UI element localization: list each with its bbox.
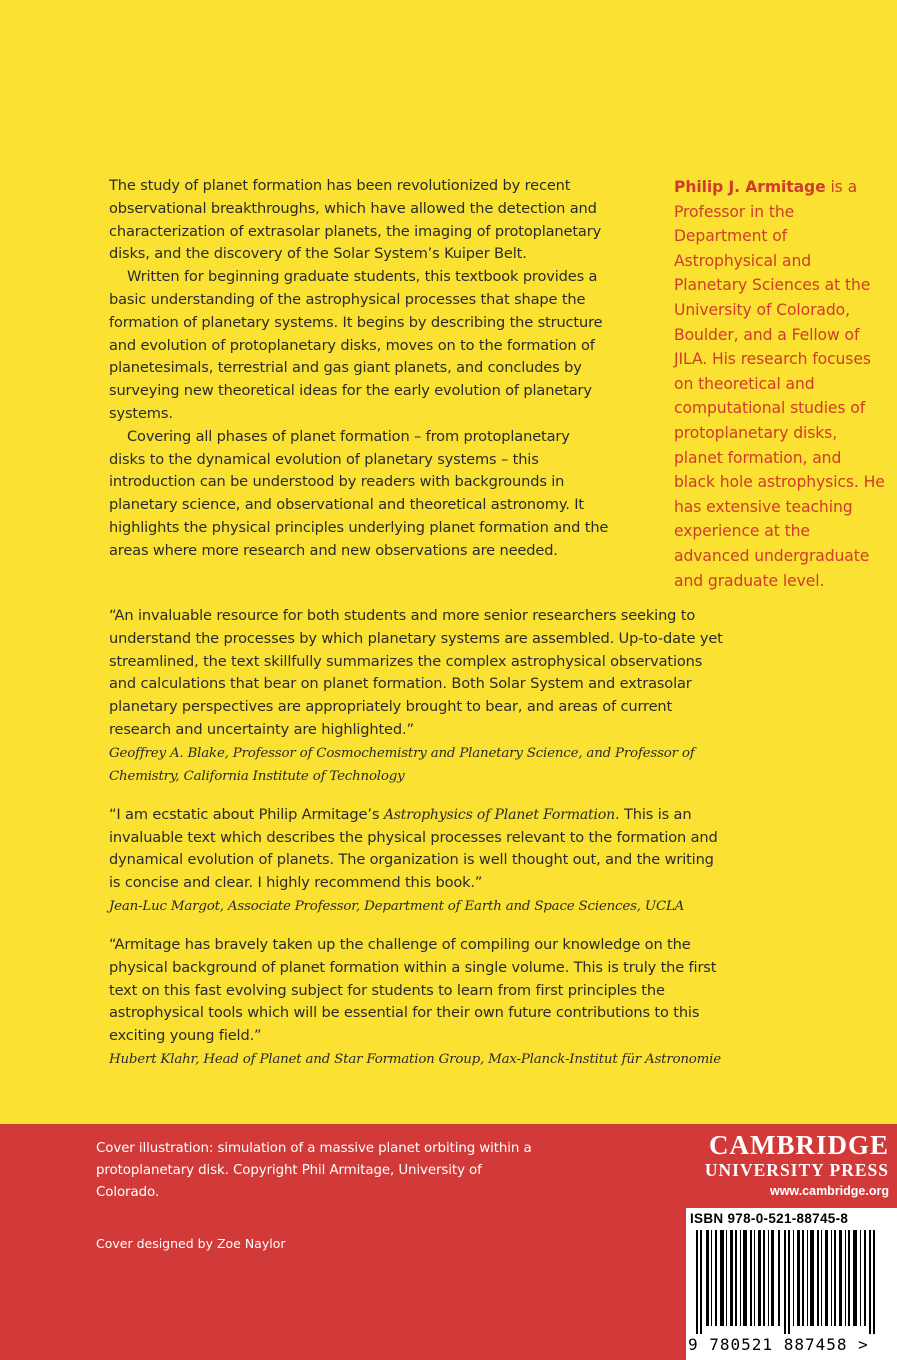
author-name: Philip J. Armitage [674,178,826,196]
publisher-subname: UNIVERSITY PRESS [704,1160,889,1180]
publisher-logo [705,1130,889,1198]
endorsement-1 [109,605,729,788]
endorsement-attribution: Jean-Luc Margot, Associate Professor, Department of Earth and Space Sciences, UCLA [109,898,685,914]
barcode-icon [690,1230,890,1334]
isbn-label: ISBN 978-0-521-88745-8 [690,1211,849,1226]
barcode-area [686,1208,897,1360]
cover-illustration-credit: Cover illustration: simulation of a massive planet orbiting within a protoplanetary disk. Copyright Phil Armitage, University of Colorado. [96,1141,532,1200]
endorsement-3 [109,934,729,1071]
endorsement-attribution: Hubert Klahr, Head of Planet and Star Formation Group, Max-Planck-Institut für Astronomie [109,1051,721,1067]
author-bio [674,175,886,593]
endorsements [109,605,729,1087]
endorsement-text: “Armitage has bravely taken up the challenge of compiling our knowledge on the physical background of planet formation within a single volume. This is truly the first text on this fast evolving subject for students to learn from first principles the astrophysical tools which will be essential for their own future contributions to this exciting young field.” [109,935,717,1045]
author-bio-text: is a Professor in the Department of Astrophysical and Planetary Sciences at the University of Colorado, Boulder, and a Fellow of JILA. His research focuses on theoretical and computational studies of protoplanetary disks, planet formation, and black hole astrophysics. He has extensive teaching experience at the advanced undergraduate and graduate level. [674,178,885,590]
book-title: Astrophysics of Planet Formation [383,806,616,823]
publisher-url: www.cambridge.org [769,1184,889,1198]
barcode-digits: 9 780521 887458 > [688,1335,869,1354]
endorsement-2 [109,804,729,918]
endorsement-attribution: Geoffrey A. Blake, Professor of Cosmochemistry and Planetary Science, and Professor of Chemistry, California Institute of Technology [109,745,695,784]
endorsement-text [109,804,729,895]
publisher-name: CAMBRIDGE [708,1130,889,1160]
endorsement-text-end: . This is an invaluable text which describes the physical processes relevant to the formation and dynamical evolution of planets. The organization is well thought out, and the writing is concise and clear. I highly recommend this book.” [109,805,718,892]
endorsement-text: “An invaluable resource for both students and more senior researchers seeking to understand the processes by which planetary systems are assembled. Up-to-date yet streamlined, the text skillfully summarizes the complex astrophysical observations and calculations that bear on planet formation. Both Solar System and extrasolar planetary perspectives are appropriately brought to bear, and areas of current research and uncertainty are highlighted.” [109,607,723,738]
book-description [109,175,609,563]
cover-designer-credit: Cover designed by Zoe Naylor [96,1236,286,1251]
description-paragraph-3: Covering all phases of planet formation – from protoplanetary disks to the dynamical evolution of planetary systems – this introduction can be understood by readers with backgrounds in planetary science, and observational and theoretical astronomy. It highlights the physical principles underlying planet formation and the areas where more research and new observations are needed. [109,427,609,559]
description-paragraph-2: Written for beginning graduate students, this textbook provides a basic understanding of the astrophysical processes that shape the formation of planetary systems. It begins by describing the structure and evolution of protoplanetary disks, moves on to the formation of planetesimals, terrestrial and gas giant planets, and concludes by surveying new theoretical ideas for the early evolution of planetary systems. [109,268,603,422]
endorsement-text-start: “I am ecstatic about Philip Armitage’s [109,805,384,823]
description-paragraph-1: The study of planet formation has been revolutionized by recent observational breakthroughs, which have allowed the detection and characterization of extrasolar planets, the imaging of protoplanetary disks, and the discovery of the Solar System’s Kuiper Belt. [109,177,602,263]
